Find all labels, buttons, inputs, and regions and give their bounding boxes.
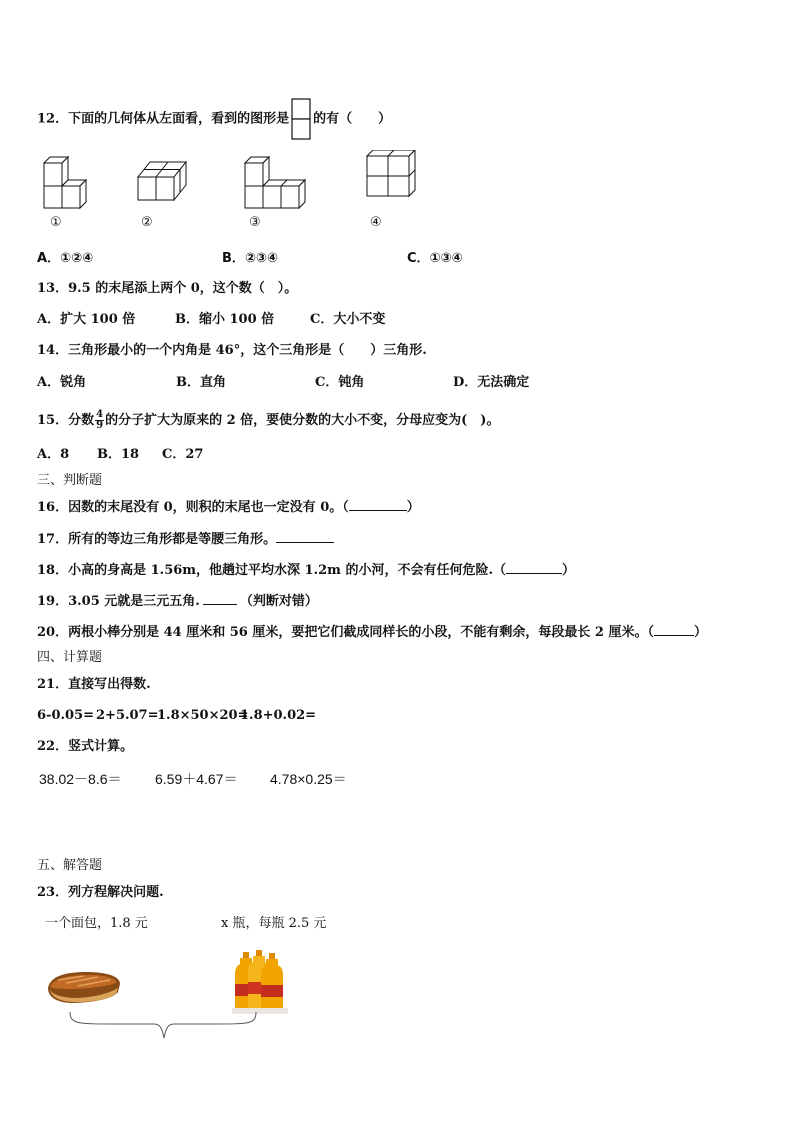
q14-option-a: A．锐角: [37, 375, 87, 390]
q19-answer-blank[interactable]: [203, 592, 237, 605]
section-5-title: 五、解答题: [37, 858, 103, 873]
q16-stem-before: 16．因数的末尾没有 0，则积的末尾也一定没有 0。（: [37, 500, 349, 515]
q18-stem-before: 18．小高的身高是 1.56m，他趟过平均水深 1.2m 的小河，不会有任何危险.（: [37, 563, 506, 578]
q18-stem: [37, 561, 575, 580]
curly-brace: [66, 1010, 262, 1042]
q16-stem: [37, 498, 420, 517]
figure-label-1: ①: [50, 215, 62, 230]
q21-item-4: 1.8+0.02=: [240, 708, 317, 723]
q13-stem: 13．9.5 的末尾添上两个 0，这个数（ ）。: [37, 281, 298, 296]
q15-stem: [37, 410, 499, 431]
q14-option-d: D．无法确定: [453, 375, 530, 390]
section-3-title: 三、判断题: [37, 473, 103, 488]
q15-option-b: B．18: [97, 447, 140, 462]
q21-item-3: 1.8×50×20=: [157, 708, 249, 723]
q19-stem-after: （判断对错）: [239, 594, 318, 609]
q12-option-b: B．②③④: [222, 251, 278, 266]
q20-stem-before: 20．两根小棒分别是 44 厘米和 56 厘米，要把它们截成同样长的小段，不能有剩余，每段最长 2 厘米。（: [37, 625, 654, 640]
figure-3: [245, 157, 305, 208]
q13-option-a: A．扩大 100 倍: [37, 312, 136, 327]
figure-4: [367, 150, 415, 196]
q16-stem-after: ）: [406, 500, 420, 515]
q18-stem-after: ）: [561, 563, 575, 578]
q13-option-b: B．缩小 100 倍: [175, 312, 275, 327]
q22-item-3: 4.78×0.25＝: [270, 771, 347, 787]
q15-stem-after: 的分子扩大为原来的 2 倍，要使分数的大小不变，分母应变为( )。: [105, 413, 500, 428]
figure-label-4: ④: [370, 215, 382, 230]
q21-item-2: 2+5.07=: [96, 708, 159, 723]
q21-item-1: 6-0.05=: [37, 708, 94, 723]
q12-option-a: A．①②④: [37, 251, 94, 266]
q14-option-b: B．直角: [176, 375, 226, 390]
bread-price-label: 一个面包，1.8 元: [45, 916, 148, 931]
q20-stem-after: ）: [693, 625, 707, 640]
figure-label-2: ②: [141, 215, 153, 230]
figure-1: [44, 157, 86, 208]
fraction-numerator: 4: [96, 409, 104, 420]
q15-stem-before: 15．分数: [37, 413, 95, 428]
juice-bottles-image: [232, 950, 288, 1014]
q12-stem: [37, 98, 391, 140]
q19-stem: [37, 592, 318, 611]
q17-stem-text: 17．所有的等边三角形都是等腰三角形。: [37, 532, 277, 547]
q21-stem: 21．直接写出得数.: [37, 677, 151, 692]
q23-stem: 23．列方程解决问题.: [37, 885, 164, 900]
q12-figures: [38, 150, 438, 215]
q12-answer-shape: [291, 98, 311, 140]
q16-answer-blank[interactable]: [349, 498, 407, 511]
bread-image: [44, 966, 124, 1008]
q17-stem: [37, 530, 334, 549]
q22-item-2: 6.59＋4.67＝: [155, 771, 238, 787]
q15-option-c: C．27: [162, 447, 204, 462]
q19-stem-before: 19．3.05 元就是三元五角.: [37, 594, 200, 609]
q18-answer-blank[interactable]: [506, 561, 562, 574]
q14-stem: 14．三角形最小的一个内角是 46°，这个三角形是（ ）三角形.: [37, 343, 427, 358]
q14-option-c: C．钝角: [315, 375, 365, 390]
fraction-denominator: 9: [96, 420, 104, 431]
q12-stem-after: 的有（ ）: [313, 111, 392, 127]
q15-fraction: [95, 410, 104, 431]
q12-option-c: C．①③④: [407, 251, 463, 266]
q20-stem: [37, 623, 707, 642]
section-4-title: 四、计算题: [37, 650, 103, 665]
q12-stem-before: 12．下面的几何体从左面看，看到的图形是: [37, 111, 290, 127]
bottle-price-label: x 瓶，每瓶 2.5 元: [221, 916, 327, 931]
figure-label-3: ③: [249, 215, 261, 230]
q22-item-1: 38.02－8.6＝: [39, 771, 122, 787]
q20-answer-blank[interactable]: [654, 623, 694, 636]
q15-option-a: A．8: [37, 447, 70, 462]
q17-answer-blank[interactable]: [276, 530, 334, 543]
q13-option-c: C．大小不变: [310, 312, 386, 327]
q22-stem: 22．竖式计算。: [37, 739, 134, 754]
figure-2: [138, 162, 186, 200]
